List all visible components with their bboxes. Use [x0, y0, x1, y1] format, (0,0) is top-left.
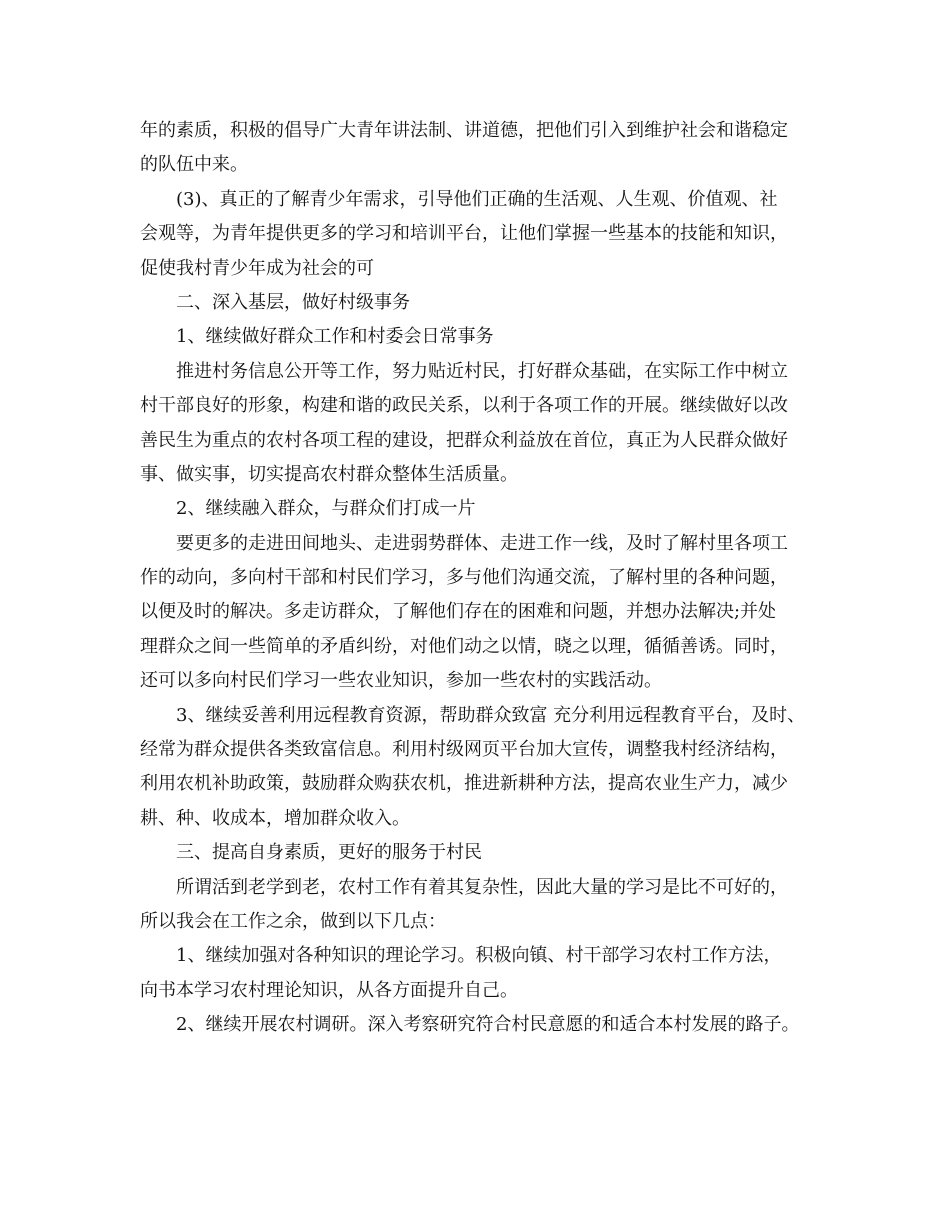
text-line: 促使我村青少年成为社会的可: [140, 257, 374, 279]
text-line: 所谓活到老学到老，农村工作有着其复杂性，因此大量的学习是比不可好的，: [176, 876, 788, 898]
paragraph: [140, 355, 830, 493]
paragraph: [140, 183, 830, 286]
text-line: 向书本学习农村理论知识，从各方面提升自己。: [140, 979, 518, 1001]
paragraph: [140, 114, 830, 183]
paragraph: [140, 1008, 830, 1042]
text-line: (3)、真正的了解青少年需求，引导他们正确的生活观、人生观、价值观、社: [176, 188, 778, 210]
text-line: 3、继续妥善利用远程教育资源，帮助群众致富 充分利用远程教育平台，及时、: [176, 704, 806, 726]
text-line: 事、做实事，切实提高农村群众整体生活质量。: [140, 463, 518, 485]
text-line: 的队伍中来。: [140, 154, 248, 176]
document-body: [140, 114, 830, 1043]
text-line: 2、继续开展农村调研。深入考察研究符合村民意愿的和适合本村发展的路子。: [176, 1014, 800, 1036]
paragraph: [140, 699, 830, 837]
text-line: 所以我会在工作之余，做到以下几点：: [140, 910, 446, 932]
text-line: 善民生为重点的农村各项工程的建设，把群众利益放在首位，真正为人民群众做好: [140, 429, 788, 451]
section-heading: [140, 286, 830, 320]
text-line: 会观等，为青年提供更多的学习和培训平台，让他们掌握一些基本的技能和知识，: [140, 223, 788, 245]
text-line: 村干部良好的形象，构建和谐的政民关系，以利于各项工作的开展。继续做好以改: [140, 395, 788, 417]
paragraph: [140, 939, 830, 1008]
text-line: 耕、种、收成本，增加群众收入。: [140, 807, 410, 829]
section-heading: [140, 836, 830, 870]
text-line: 作的动向，多向村干部和村民们学习，多与他们沟通交流，了解村里的各种问题，: [140, 567, 788, 589]
paragraph: [140, 527, 830, 699]
text-line: 2、继续融入群众，与群众们打成一片: [176, 498, 476, 520]
text-line: 年的素质，积极的倡导广大青年讲法制、讲道德，把他们引入到维护社会和谐稳定: [140, 120, 788, 141]
text-line: 利用农机补助政策，鼓励群众购获农机，推进新耕种方法，提高农业生产力，减少: [140, 773, 788, 795]
text-line: 推进村务信息公开等工作，努力贴近村民，打好群众基础，在实际工作中树立: [176, 360, 788, 382]
text-line: 二、深入基层，做好村级事务: [176, 291, 410, 313]
text-line: 以便及时的解决。多走访群众，了解他们存在的困难和问题，并想办法解决;并处: [140, 601, 777, 623]
text-line: 三、提高自身素质，更好的服务于村民: [176, 842, 482, 864]
paragraph: [140, 871, 830, 940]
text-line: 1、继续做好群众工作和村委会日常事务: [176, 326, 494, 348]
text-line: 要更多的走进田间地头、走进弱势群体、走进工作一线，及时了解村里各项工: [176, 532, 788, 554]
text-line: 还可以多向村民们学习一些农业知识，参加一些农村的实践活动。: [140, 670, 662, 692]
subsection-heading: [140, 320, 830, 354]
text-line: 经常为群众提供各类致富信息。利用村级网页平台加大宣传，调整我村经济结构，: [140, 739, 788, 761]
text-line: 1、继续加强对各种知识的理论学习。积极向镇、村干部学习农村工作方法，: [176, 945, 782, 967]
text-line: 理群众之间一些简单的矛盾纠纷，对他们动之以情，晓之以理，循循善诱。同时，: [140, 635, 788, 657]
subsection-heading: [140, 492, 830, 526]
